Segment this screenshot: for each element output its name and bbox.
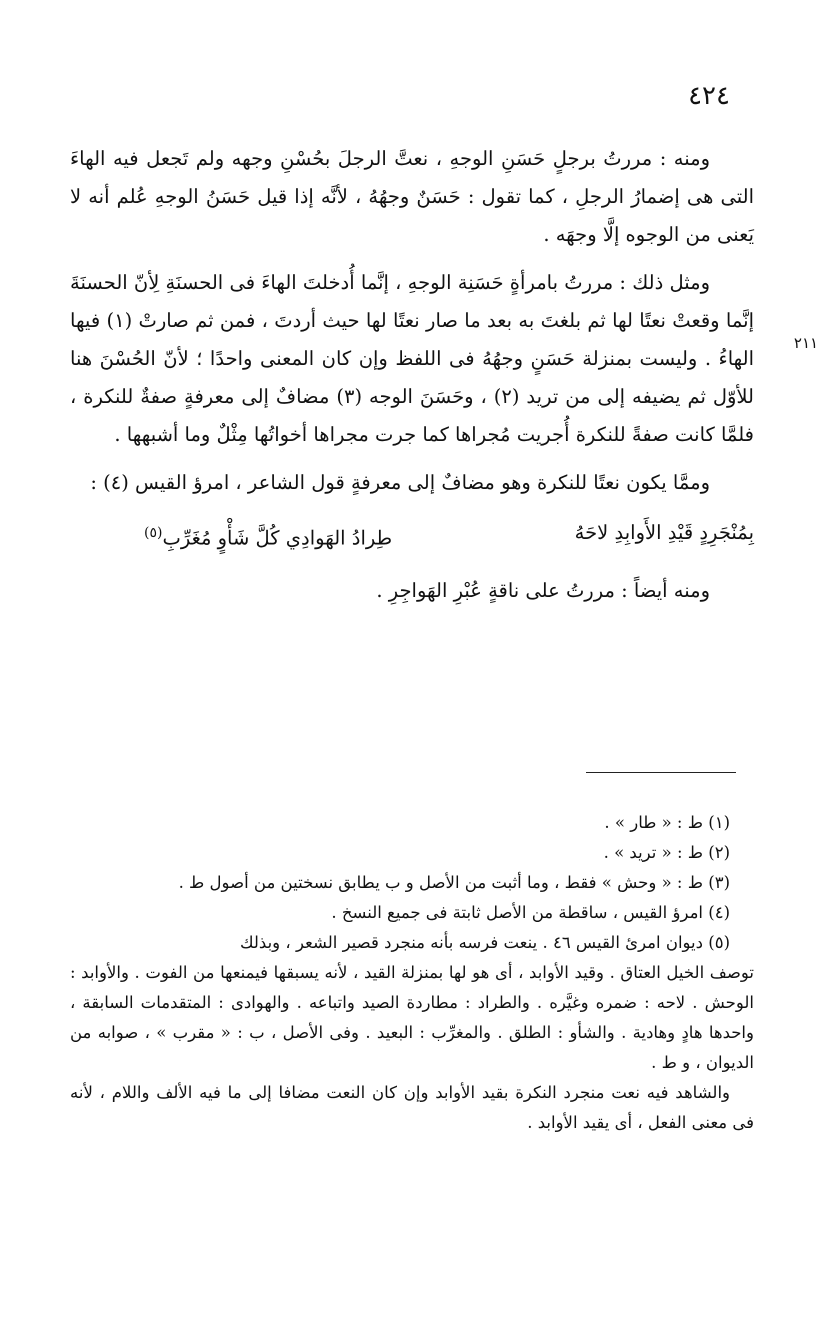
footnote-4: (٤) امرؤ القيس ، ساقطة من الأصل ثابتة فى جميع النسخ . <box>331 903 730 922</box>
verse-first-hemistich: بِمُنْجَرِدٍ قَيْدِ الأَوابِدِ لاحَهُ <box>574 521 754 544</box>
paragraph-3: وممَّا يكون نعتًا للنكرة وهو مضافٌ إلى معرفةٍ قول الشاعر ، امرؤ القيس (٤) : <box>90 471 710 494</box>
main-text <box>70 140 754 620</box>
footnote-2: (٢) ط : « تريد » . <box>603 843 730 862</box>
page-number: ٤٢٤ <box>688 81 730 111</box>
footnote-3: (٣) ط : « وحش » فقط ، وما أثبت من الأصل و ب يطابق نسختين من أصول ط . <box>178 873 730 892</box>
closing-paragraph: ومنه أيضاً : مررتُ على ناقةٍ عُبْرِ الهَواجِرِ . <box>376 578 710 602</box>
verse-second-hemistich <box>144 512 392 560</box>
footnote-5: (٥) ديوان امرئ القيس ٤٦ . ينعت فرسه بأنه منجرد قصير الشعر ، وبذلك <box>239 933 730 952</box>
footnotes <box>70 808 754 1138</box>
footnote-5-witness: والشاهد فيه نعت منجرد النكرة بقيد الأوابد وإن كان النعت مضافا إلى ما فيه الألف واللام ، لأنه فى معنى الفعل ، أى يقيد الأوابد . <box>70 1083 754 1132</box>
margin-reference-number: ٢١١ <box>793 334 819 352</box>
footnote-divider <box>586 772 736 773</box>
verse-second-text: طِرادُ الهَوادِي كُلَّ شَأْوٍ مُغَرِّبِ <box>162 526 393 550</box>
paragraph-2: ومثل ذلك : مررتُ بامرأةٍ حَسَنِة الوجهِ ، إنَّما أُدخلتَ الهاءَ فى الحسنَةِ لِأنّ الحسنَةَ إنَّما وقعتْ نعتًا لها ثم بلغتَ به بعد ما صار نعتًا لها حيث أردتَ ، فمن ثم صارتْ (١) فيها الهاءُ . وليست بمنزلة حَسَنٍ وجهُهُ فى اللفظ وإن كان المعنى واحدًا ؛ لأنّ الحُسْنَ هنا للأوّل ثم يضيفه إلى من تريد (٢) ، وحَسَنَ الوجه (٣) مضافٌ إلى معرفةٍ صفةٌ للنكرة ، فلمَّا كانت صفةً للنكرة أُجريت مُجراها كما جرت مجراها أخواتُها مِثْلٌ وما أشبهها . <box>70 271 754 446</box>
paragraph-1: ومنه : مررتُ برجلٍ حَسَنِ الوجهِ ، نعتَّ الرجلَ بحُسْنِ وجهه ولم تَجعل فيه الهاءَ التى هى إضمارُ الرجلِ ، كما تقول : حَسَنٌ وجهُهُ ، لأنَّه إذا قيل حَسَنُ الوجهِ عُلم أنه لا يَعنى من الوجوه إلَّا وجهَه . <box>70 147 754 246</box>
footnote-5-continuation: توصف الخيل العتاق . وقيد الأوابد ، أى هو لها بمنزلة القيد ، لأنه يسبقها فيمنعها من الفوت . والأوابد : الوحش . لاحه : ضمره وغيَّره . والطراد : مطاردة الصيد واتباعه . والهوادى : المتقدمات السابقة ، واحدها هادٍ وهادية . والشأو : الطلق . والمغرِّب : البعيد . وفى الأصل ، ب : « مقرب » ، صوابه من الديوان ، و ط . <box>70 963 754 1072</box>
poetry-verse <box>144 512 754 560</box>
footnote-1: (١) ط : « طار » . <box>604 813 730 832</box>
verse-footnote-ref: (٥) <box>144 525 163 541</box>
